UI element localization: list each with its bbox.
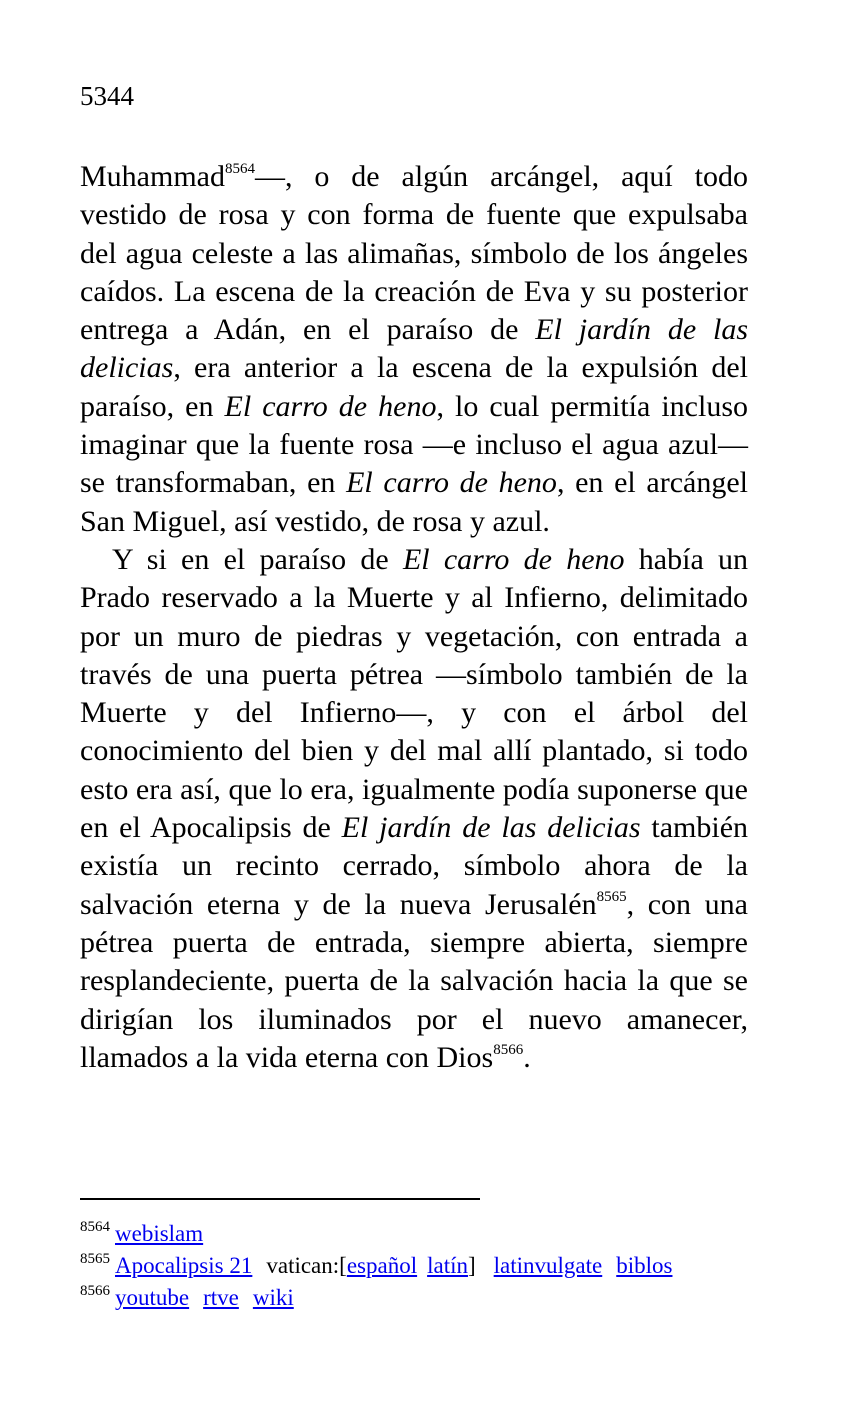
link-espanol[interactable]: español bbox=[346, 1253, 418, 1278]
italic-title: El jardín de las delicias bbox=[80, 313, 749, 385]
link-latin[interactable]: latín bbox=[427, 1253, 468, 1278]
footnote-ref-8565[interactable]: 8565 bbox=[596, 888, 627, 905]
text-run: —, o de algún arcángel, aquí todo vestido de rosa y con forma de fuente que expulsaba del agua celeste a las alimañas, símbolo de los ángeles caídos. La escena de la creación de Eva y su posterior entrega a Adán, en el paraíso de bbox=[80, 160, 748, 347]
text-run: también existía un recinto cerrado, símbolo ahora de la salvación eterna y de la nueva Jerusalén bbox=[80, 811, 749, 921]
footnote-divider bbox=[80, 1198, 480, 1200]
link-biblos[interactable]: biblos bbox=[616, 1253, 673, 1278]
text-run: , con una pétrea puerta de entrada, siempre abierta, siempre resplandeciente, puerta de la salvación hacia la que se dirigían los iluminados por el nuevo amanecer, llamados a la vida eterna con Dios bbox=[80, 887, 748, 1074]
italic-title: El jardín de las delicias bbox=[341, 811, 641, 845]
link-youtube[interactable]: youtube bbox=[115, 1285, 190, 1310]
link-wiki[interactable]: wiki bbox=[252, 1285, 294, 1310]
footnote-ref-8566[interactable]: 8566 bbox=[493, 1041, 524, 1058]
footnote-number: 8565 bbox=[80, 1251, 110, 1267]
text-run: , en el arcángel San Miguel, así vestido, de rosa y azul. bbox=[80, 466, 748, 538]
footnote-number: 8564 bbox=[80, 1219, 110, 1235]
footnote-8565 bbox=[80, 1250, 780, 1282]
text-run: había un Prado reservado a la Muerte y al Infierno, delimitado por un muro de piedras y vegetación, con entrada a través de una puerta pétrea —símbolo también de la Muerte y del Infierno—, y con el árbol del conocimiento del bien y del mal allí plantado, si todo esto era así, que lo era, igualmente podía suponerse que en el Apocalipsis de bbox=[80, 542, 749, 845]
italic-title: El carro de heno bbox=[346, 466, 557, 500]
bracket-close: ] bbox=[467, 1253, 476, 1278]
footnote-8566 bbox=[80, 1282, 780, 1314]
text-run: Muhammad bbox=[80, 160, 225, 193]
link-latinvulgate[interactable]: latinvulgate bbox=[493, 1253, 603, 1278]
italic-title: El carro de heno bbox=[224, 389, 437, 423]
paragraph-1 bbox=[80, 158, 748, 541]
link-apocalipsis-21[interactable]: Apocalipsis 21 bbox=[115, 1253, 253, 1278]
vatican-label: vatican:[ bbox=[266, 1253, 347, 1278]
text-run: . bbox=[523, 1040, 531, 1074]
link-rtve[interactable]: rtve bbox=[203, 1285, 239, 1310]
body-text bbox=[80, 158, 748, 1077]
paragraph-2 bbox=[80, 541, 748, 1077]
footnotes bbox=[80, 1218, 780, 1314]
link-webislam[interactable]: webislam bbox=[115, 1221, 204, 1246]
footnote-8564 bbox=[80, 1218, 780, 1250]
page-number: 5344 bbox=[80, 81, 134, 111]
text-run: , era anterior a la escena de la expulsión del paraíso, en bbox=[80, 351, 748, 423]
text-run: , lo cual permitía incluso imaginar que la fuente rosa —e incluso el agua azul— se transformaban, en bbox=[80, 389, 748, 500]
footnote-ref-8564[interactable]: 8564 bbox=[224, 161, 255, 177]
italic-title: El carro de heno bbox=[402, 542, 625, 576]
footnote-number: 8566 bbox=[80, 1283, 110, 1299]
text-run: Y si en el paraíso de bbox=[112, 542, 403, 576]
